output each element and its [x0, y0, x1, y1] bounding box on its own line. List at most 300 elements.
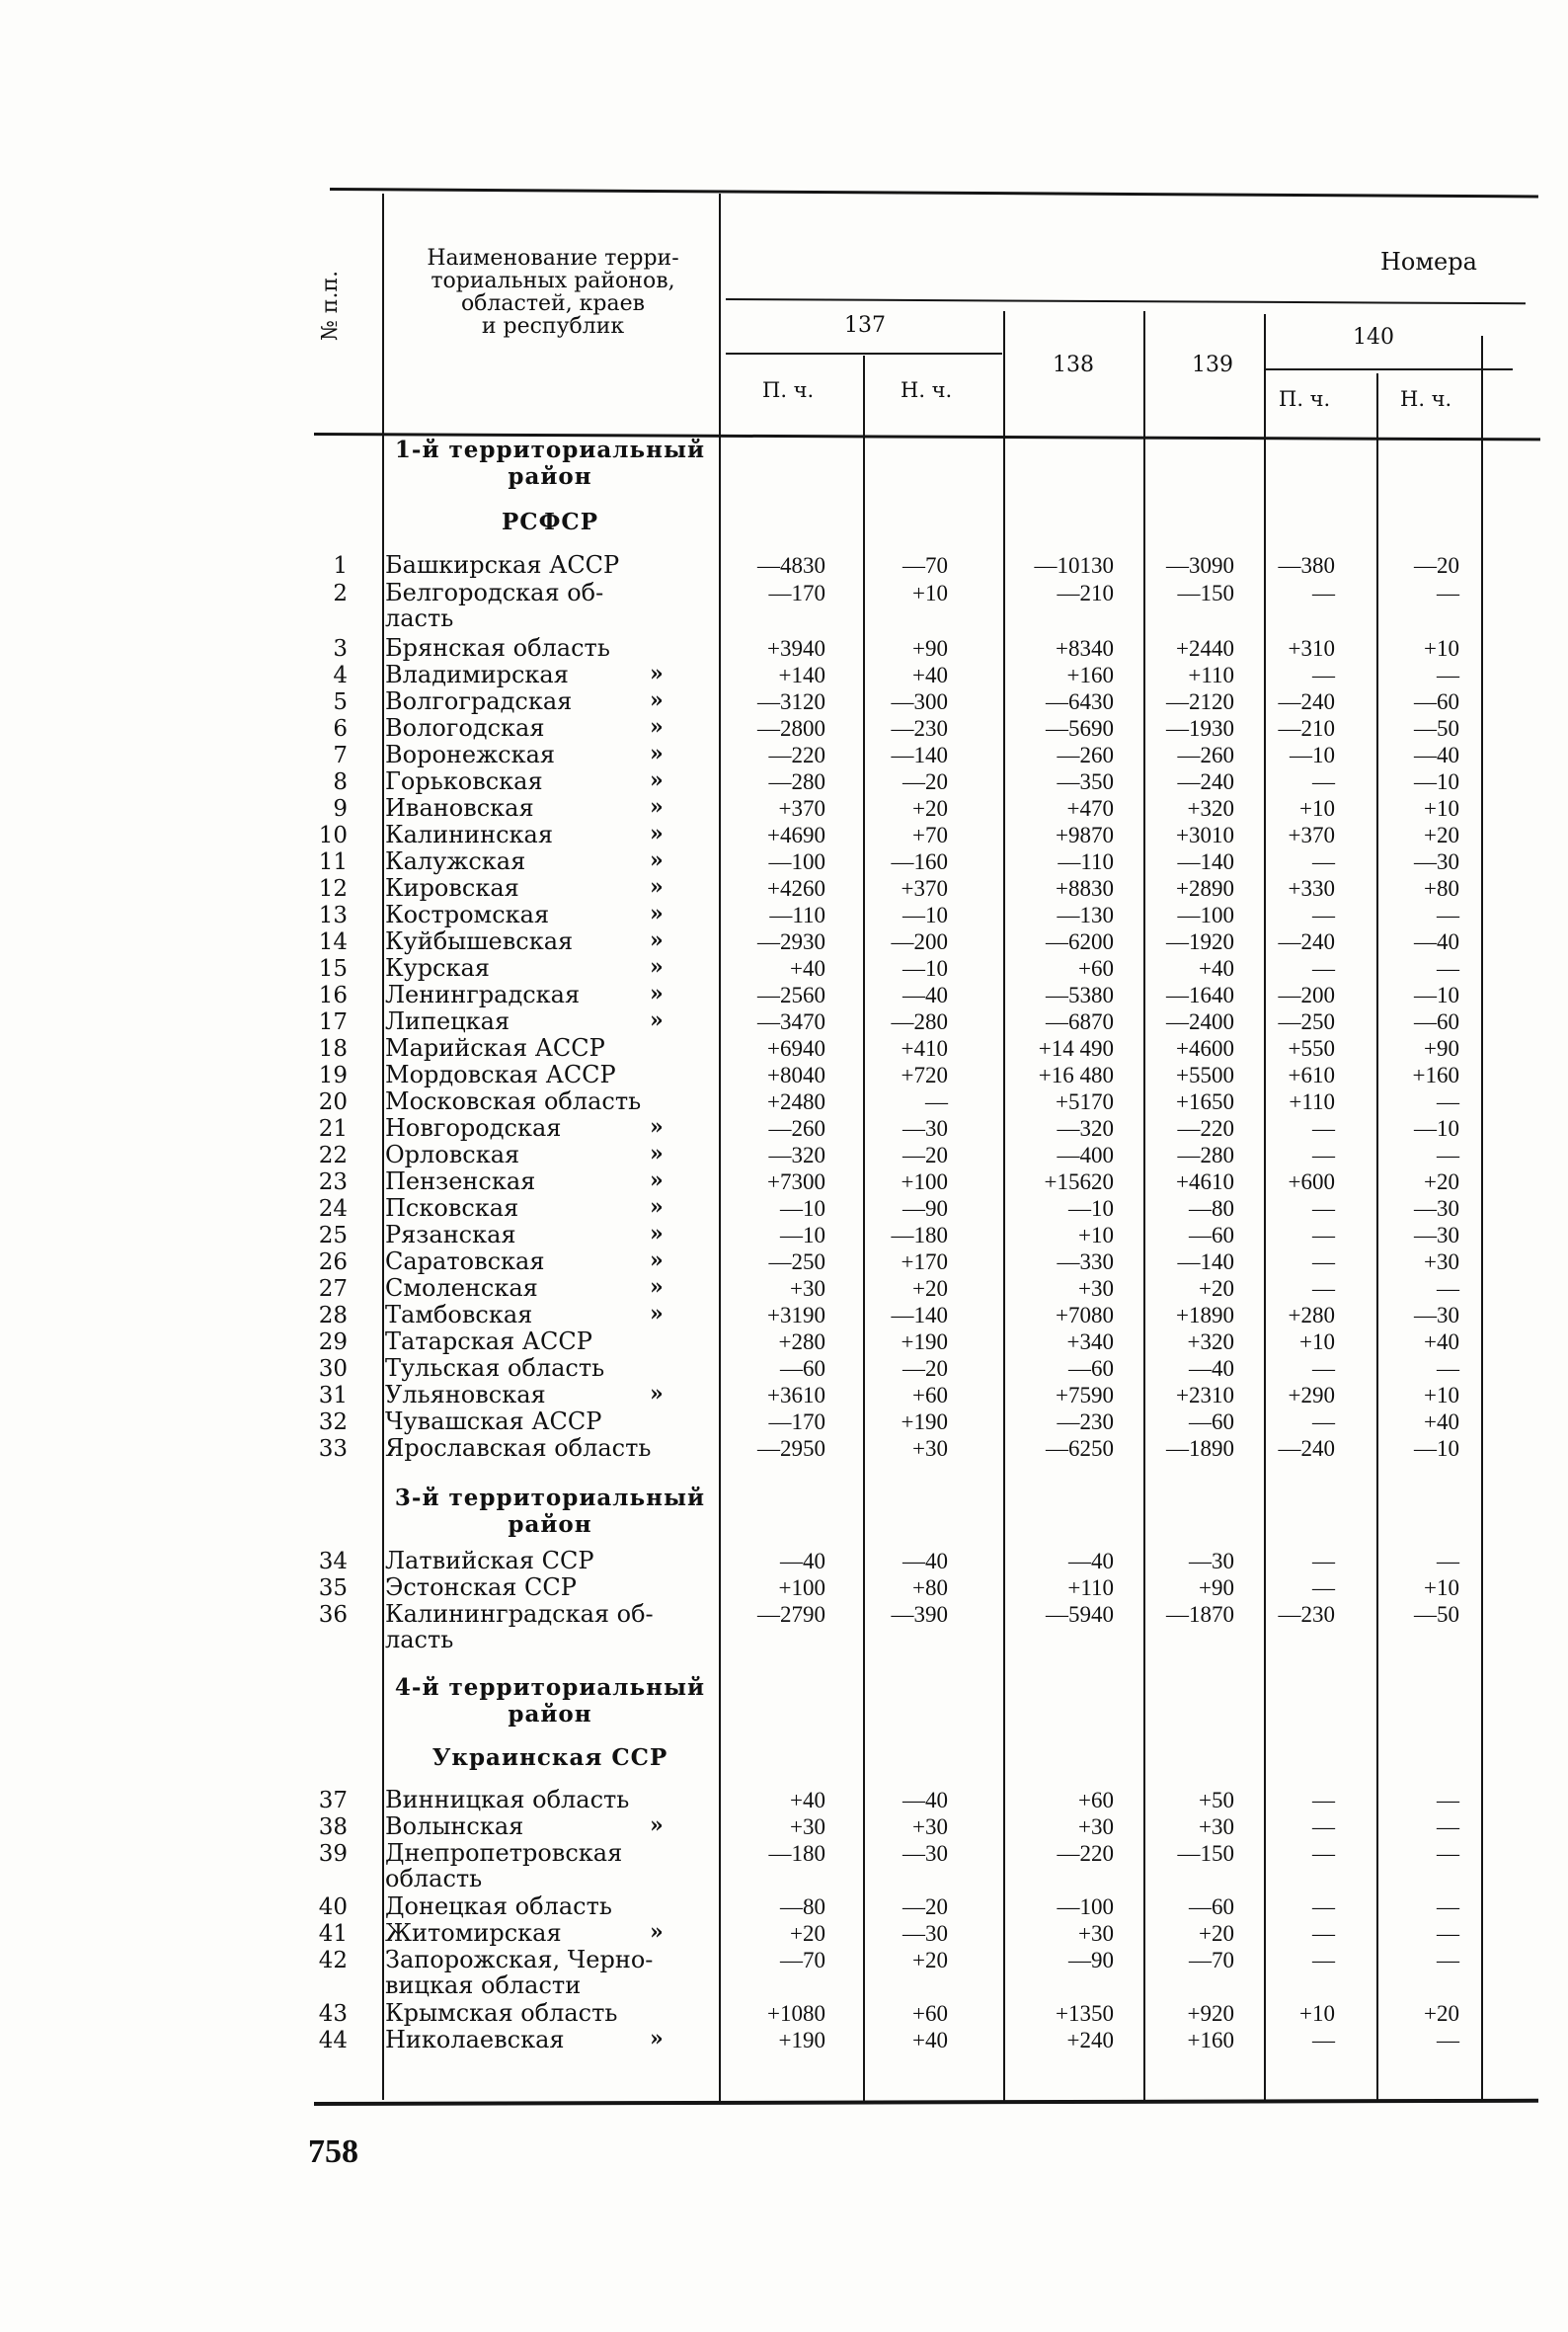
value-cell: — [1437, 1894, 1459, 1919]
value-cell: +20 [912, 796, 948, 821]
value-cell: +3940 [767, 636, 825, 661]
col-line-name [719, 194, 721, 2102]
header-140-nch: Н. ч. [1400, 387, 1452, 411]
value-cell: —90 [1068, 1948, 1114, 1972]
value-cell: —10 [780, 1223, 825, 1247]
ditto-mark: » [650, 847, 664, 873]
territory-name: Вологодская [385, 714, 545, 742]
value-cell: — [1312, 1409, 1335, 1434]
value-cell: —200 [891, 929, 948, 954]
value-cell: —210 [1057, 581, 1114, 605]
value-cell: +100 [901, 1169, 948, 1194]
header-col-139: 139 [1192, 353, 1233, 377]
value-cell: — [1312, 1814, 1335, 1839]
value-cell: +280 [778, 1329, 825, 1354]
row-number: 42 [318, 1948, 348, 1973]
value-cell: —100 [768, 849, 825, 874]
value-cell: — [1312, 1575, 1335, 1600]
territory-name: Житомирская [385, 1919, 562, 1947]
value-cell: —30 [1414, 1303, 1459, 1327]
value-cell: —210 [1278, 716, 1335, 741]
value-cell: —280 [1177, 1143, 1234, 1167]
value-cell: —170 [768, 1409, 825, 1434]
value-cell: —140 [1177, 849, 1234, 874]
header-name-line: ториальных районов, [431, 269, 675, 293]
value-cell: — [1437, 1841, 1459, 1866]
value-cell: +15620 [1044, 1169, 1114, 1194]
value-cell: — [1437, 1788, 1459, 1812]
header-name-label [390, 247, 716, 338]
value-cell: —380 [1278, 553, 1335, 578]
value-cell: —110 [1058, 849, 1114, 874]
value-cell: —230 [891, 716, 948, 741]
value-cell: —400 [1057, 1143, 1114, 1167]
row-number: 3 [333, 636, 348, 662]
value-cell: —40 [902, 983, 948, 1007]
value-cell: —5380 [1046, 983, 1114, 1007]
value-cell: —40 [902, 1788, 948, 1812]
value-cell: —30 [902, 1116, 948, 1141]
ditto-mark: » [650, 874, 664, 900]
section-heading: район [508, 1701, 592, 1728]
value-cell: +90 [1424, 1036, 1459, 1061]
value-cell: +30 [790, 1276, 825, 1301]
row-number: 43 [318, 2001, 348, 2027]
value-cell: —20 [1414, 553, 1459, 578]
row-number: 29 [318, 1329, 348, 1355]
value-cell: —50 [1414, 1602, 1459, 1627]
value-cell: +10 [1424, 1383, 1459, 1407]
col-line-138 [1003, 311, 1005, 2102]
territory-name: Орловская [385, 1141, 520, 1168]
ditto-mark: » [650, 2026, 664, 2051]
value-cell: +370 [901, 876, 948, 901]
territory-name: Саратовская [385, 1247, 545, 1275]
value-cell: —2790 [757, 1602, 825, 1627]
value-cell: —330 [1057, 1249, 1114, 1274]
value-cell: — [1312, 1921, 1335, 1946]
value-cell: —1930 [1166, 716, 1234, 741]
ditto-mark: » [650, 821, 664, 846]
section-heading: РСФСР [501, 509, 599, 535]
value-cell: —240 [1177, 769, 1234, 794]
value-cell: +330 [1288, 876, 1335, 901]
value-cell: —70 [780, 1948, 825, 1972]
value-cell: —220 [1057, 1841, 1114, 1866]
value-cell: — [1437, 581, 1459, 605]
value-cell: +4610 [1176, 1169, 1234, 1194]
value-cell: —20 [902, 1356, 948, 1381]
row-number: 20 [318, 1089, 348, 1115]
row-number: 1 [333, 553, 348, 579]
value-cell: +100 [778, 1575, 825, 1600]
territory-name: Калужская [385, 847, 526, 875]
value-cell: — [1312, 769, 1335, 794]
value-cell: —160 [891, 849, 948, 874]
value-cell: —6870 [1046, 1009, 1114, 1034]
row-number: 39 [318, 1841, 348, 1867]
value-cell: —60 [1414, 689, 1459, 714]
value-cell: +20 [1424, 2001, 1459, 2026]
territory-name: Ивановская [385, 794, 534, 822]
territory-name: Тульская область [385, 1354, 605, 1382]
value-cell: —240 [1278, 689, 1335, 714]
value-cell: +190 [778, 2028, 825, 2052]
col-line-137-split [863, 356, 865, 2102]
value-cell: —40 [902, 1549, 948, 1573]
ditto-mark: » [650, 794, 664, 820]
header-name-line: областей, краев [460, 291, 646, 316]
value-cell: — [1437, 903, 1459, 927]
value-cell: +2310 [1176, 1383, 1234, 1407]
value-cell: +4690 [767, 823, 825, 847]
row-number: 14 [318, 929, 348, 955]
territory-name: Смоленская [385, 1274, 538, 1302]
territory-name: ласть [385, 1626, 454, 1653]
value-cell: — [1437, 1814, 1459, 1839]
value-cell: +7080 [1056, 1303, 1114, 1327]
value-cell: — [1437, 1276, 1459, 1301]
value-cell: +8340 [1056, 636, 1114, 661]
value-cell: —10 [1414, 1436, 1459, 1461]
value-cell: —40 [1189, 1356, 1234, 1381]
value-cell: +10 [1424, 636, 1459, 661]
value-cell: —100 [1057, 1894, 1114, 1919]
territory-name: Тамбовская [385, 1301, 533, 1328]
value-cell: —10 [1068, 1196, 1114, 1221]
header-name-line: Наименование терри- [427, 246, 679, 271]
row-number: 40 [318, 1894, 348, 1920]
header-num-label: № п.п. [318, 270, 343, 341]
value-cell: —60 [1414, 1009, 1459, 1034]
territory-name: Костромская [385, 901, 550, 928]
ditto-mark: » [650, 1141, 664, 1166]
value-cell: +10 [1424, 1575, 1459, 1600]
value-cell: —4830 [757, 553, 825, 578]
value-cell: — [1437, 2028, 1459, 2052]
row-number: 4 [333, 663, 348, 688]
value-cell: +170 [901, 1249, 948, 1274]
territory-name: Ульяновская [385, 1381, 546, 1408]
value-cell: +190 [901, 1409, 948, 1434]
value-cell: —60 [1189, 1894, 1234, 1919]
territory-name: Рязанская [385, 1221, 516, 1248]
value-cell: +40 [1424, 1409, 1459, 1434]
header-name-line: и республик [481, 314, 625, 339]
value-cell: +470 [1066, 796, 1114, 821]
value-cell: —100 [1177, 903, 1234, 927]
section-heading: 4-й территориальный [394, 1674, 706, 1701]
value-cell: — [1312, 1276, 1335, 1301]
header-140-pch: П. ч. [1279, 387, 1331, 411]
value-cell: +4260 [767, 876, 825, 901]
value-cell: —10 [1290, 743, 1335, 767]
territory-name: Горьковская [385, 767, 543, 795]
ditto-mark: » [650, 1301, 664, 1327]
value-cell: +3610 [767, 1383, 825, 1407]
value-cell: +920 [1187, 2001, 1234, 2026]
value-cell: —10 [1414, 983, 1459, 1007]
value-cell: +110 [1188, 663, 1234, 687]
value-cell: —30 [1414, 849, 1459, 874]
territory-name: Запорожская, Черно- [385, 1946, 654, 1973]
value-cell: +110 [1289, 1089, 1335, 1114]
value-cell: —150 [1177, 581, 1234, 605]
row-number: 21 [318, 1116, 348, 1142]
header-top-label: Номера [1380, 248, 1477, 276]
value-cell: —320 [768, 1143, 825, 1167]
territory-name: Марийская АССР [385, 1034, 605, 1062]
value-cell: +1350 [1056, 2001, 1114, 2026]
row-number: 31 [318, 1383, 348, 1408]
section-heading: район [508, 1511, 592, 1538]
value-cell: +320 [1187, 796, 1234, 821]
row-number: 9 [333, 796, 348, 822]
value-cell: +10 [1299, 2001, 1335, 2026]
value-cell: +2890 [1176, 876, 1234, 901]
value-cell: —70 [1189, 1948, 1234, 1972]
row-number: 26 [318, 1249, 348, 1275]
value-cell: —220 [768, 743, 825, 767]
value-cell: —140 [891, 743, 948, 767]
value-cell: +370 [1288, 823, 1335, 847]
ditto-mark: » [650, 714, 664, 740]
value-cell: —30 [1189, 1549, 1234, 1573]
value-cell: +60 [1078, 1788, 1114, 1812]
row-number: 6 [333, 716, 348, 742]
value-cell: —2800 [757, 716, 825, 741]
value-cell: —1870 [1166, 1602, 1234, 1627]
row-number: 37 [318, 1788, 348, 1813]
value-cell: —350 [1057, 769, 1114, 794]
value-cell: —60 [1189, 1223, 1234, 1247]
value-cell: +50 [1199, 1788, 1234, 1812]
territory-name: Новгородская [385, 1114, 562, 1142]
value-cell: +610 [1288, 1063, 1335, 1087]
value-cell: —6250 [1046, 1436, 1114, 1461]
value-cell: +10 [912, 581, 948, 605]
value-cell: —60 [780, 1356, 825, 1381]
value-cell: — [1312, 663, 1335, 687]
value-cell: +70 [912, 823, 948, 847]
row-number: 7 [333, 743, 348, 768]
territory-name: ласть [385, 604, 454, 632]
value-cell: +340 [1066, 1329, 1114, 1354]
value-cell: —80 [1189, 1196, 1234, 1221]
value-cell: —10 [902, 956, 948, 981]
value-cell: +110 [1067, 1575, 1114, 1600]
value-cell: +8830 [1056, 876, 1114, 901]
top-rule [330, 188, 1538, 198]
row-number: 34 [318, 1549, 348, 1574]
row-number: 15 [318, 956, 348, 982]
territory-name: Волынская [385, 1812, 524, 1840]
row-number: 41 [318, 1921, 348, 1947]
value-cell: —1640 [1166, 983, 1234, 1007]
value-cell: —300 [891, 689, 948, 714]
territory-name: Эстонская ССР [385, 1573, 577, 1601]
territory-name: Чувашская АССР [385, 1407, 602, 1435]
value-cell: —3120 [757, 689, 825, 714]
group-rule [726, 298, 1526, 304]
territory-name: Татарская АССР [385, 1327, 592, 1355]
row-number: 44 [318, 2028, 348, 2053]
section-heading: район [508, 463, 592, 490]
value-cell: —230 [1278, 1602, 1335, 1627]
territory-name: Калининградская об- [385, 1600, 654, 1628]
value-cell: —10 [1414, 1116, 1459, 1141]
territory-name: Калининская [385, 821, 554, 848]
header-137-nch: Н. ч. [901, 378, 953, 402]
value-cell: —40 [1414, 929, 1459, 954]
value-cell: — [1437, 1356, 1459, 1381]
section-heading: 3-й территориальный [394, 1485, 706, 1511]
value-cell: —20 [902, 1143, 948, 1167]
value-cell: +40 [1424, 1329, 1459, 1354]
value-cell: —2950 [757, 1436, 825, 1461]
value-cell: —30 [902, 1921, 948, 1946]
bottom-rule [314, 2099, 1538, 2106]
value-cell: — [1312, 1249, 1335, 1274]
value-cell: —280 [768, 769, 825, 794]
value-cell: +10 [1299, 796, 1335, 821]
value-cell: — [1312, 849, 1335, 874]
value-cell: +40 [1199, 956, 1234, 981]
value-cell: —280 [891, 1009, 948, 1034]
value-cell: —20 [902, 1894, 948, 1919]
value-cell: — [1312, 1788, 1335, 1812]
territory-name: Башкирская АССР [385, 551, 620, 579]
value-cell: +80 [912, 1575, 948, 1600]
value-cell: +280 [1288, 1303, 1335, 1327]
subheader-rule-137 [726, 353, 1002, 355]
territory-name: Мордовская АССР [385, 1061, 616, 1088]
row-number: 5 [333, 689, 348, 715]
col-line-right [1481, 336, 1483, 2102]
value-cell: —260 [1177, 743, 1234, 767]
value-cell: +310 [1288, 636, 1335, 661]
value-cell: —10 [902, 903, 948, 927]
value-cell: +4600 [1176, 1036, 1234, 1061]
value-cell: +40 [912, 663, 948, 687]
value-cell: +410 [901, 1036, 948, 1061]
value-cell: +30 [1078, 1814, 1114, 1839]
territory-name: Брянская область [385, 634, 610, 662]
value-cell: +30 [1199, 1814, 1234, 1839]
subheader-rule-140 [1266, 368, 1513, 370]
row-number: 10 [318, 823, 348, 848]
header-137-pch: П. ч. [762, 378, 815, 402]
row-number: 2 [333, 581, 348, 606]
header-col-140: 140 [1353, 325, 1394, 350]
value-cell: +20 [1424, 1169, 1459, 1194]
value-cell: — [1312, 581, 1335, 605]
value-cell: +60 [912, 1383, 948, 1407]
value-cell: —110 [769, 903, 825, 927]
row-number: 17 [318, 1009, 348, 1035]
value-cell: —60 [1189, 1409, 1234, 1434]
value-cell: +40 [912, 2028, 948, 2052]
col-line-140 [1264, 314, 1266, 2102]
value-cell: +40 [790, 1788, 825, 1812]
value-cell: —40 [1414, 743, 1459, 767]
value-cell: +10 [1424, 796, 1459, 821]
territory-name: Липецкая [385, 1007, 510, 1035]
value-cell: —1920 [1166, 929, 1234, 954]
ditto-mark: » [650, 954, 664, 980]
value-cell: —150 [1177, 1841, 1234, 1866]
row-number: 28 [318, 1303, 348, 1328]
value-cell: — [1437, 1948, 1459, 1972]
territory-name: Белгородская об- [385, 579, 604, 606]
row-number: 12 [318, 876, 348, 902]
value-cell: +90 [1199, 1575, 1234, 1600]
value-cell: —3470 [757, 1009, 825, 1034]
value-cell: +1650 [1176, 1089, 1234, 1114]
ditto-mark: » [650, 1381, 664, 1407]
section-heading: Украинская ССР [431, 1744, 668, 1771]
ditto-mark: » [650, 1812, 664, 1838]
value-cell: — [1312, 2028, 1335, 2052]
value-cell: +1080 [767, 2001, 825, 2026]
ditto-mark: » [650, 1221, 664, 1246]
ditto-mark: » [650, 1007, 664, 1033]
value-cell: +90 [912, 636, 948, 661]
value-cell: +190 [901, 1329, 948, 1354]
value-cell: —6430 [1046, 689, 1114, 714]
value-cell: +9870 [1056, 823, 1114, 847]
value-cell: —20 [902, 769, 948, 794]
row-number: 38 [318, 1814, 348, 1840]
value-cell: +20 [790, 1921, 825, 1946]
ditto-mark: » [650, 1167, 664, 1193]
row-number: 22 [318, 1143, 348, 1168]
value-cell: —140 [1177, 1249, 1234, 1274]
value-cell: — [1437, 1921, 1459, 1946]
value-cell: +10 [1299, 1329, 1335, 1354]
value-cell: +3190 [767, 1303, 825, 1327]
value-cell: +550 [1288, 1036, 1335, 1061]
ditto-mark: » [650, 767, 664, 793]
row-number: 19 [318, 1063, 348, 1088]
row-number: 13 [318, 903, 348, 928]
value-cell: —220 [1177, 1116, 1234, 1141]
value-cell: —240 [1278, 929, 1335, 954]
ditto-mark: » [650, 687, 664, 713]
value-cell: — [1437, 1143, 1459, 1167]
value-cell: — [1312, 1116, 1335, 1141]
ditto-mark: » [650, 1114, 664, 1140]
value-cell: —30 [1414, 1223, 1459, 1247]
value-cell: +2480 [767, 1089, 825, 1114]
value-cell: +240 [1066, 2028, 1114, 2052]
ditto-mark: » [650, 1919, 664, 1945]
value-cell: —260 [768, 1116, 825, 1141]
value-cell: —2400 [1166, 1009, 1234, 1034]
value-cell: —180 [891, 1223, 948, 1247]
value-cell: —80 [780, 1894, 825, 1919]
row-number: 30 [318, 1356, 348, 1382]
value-cell: —40 [780, 1549, 825, 1573]
territory-name: Крымская область [385, 1999, 618, 2027]
value-cell: —50 [1414, 716, 1459, 741]
value-cell: +8040 [767, 1063, 825, 1087]
value-cell: — [1312, 1948, 1335, 1972]
ditto-mark: » [650, 1274, 664, 1300]
value-cell: — [1312, 1841, 1335, 1866]
value-cell: —10 [780, 1196, 825, 1221]
value-cell: +80 [1424, 876, 1459, 901]
